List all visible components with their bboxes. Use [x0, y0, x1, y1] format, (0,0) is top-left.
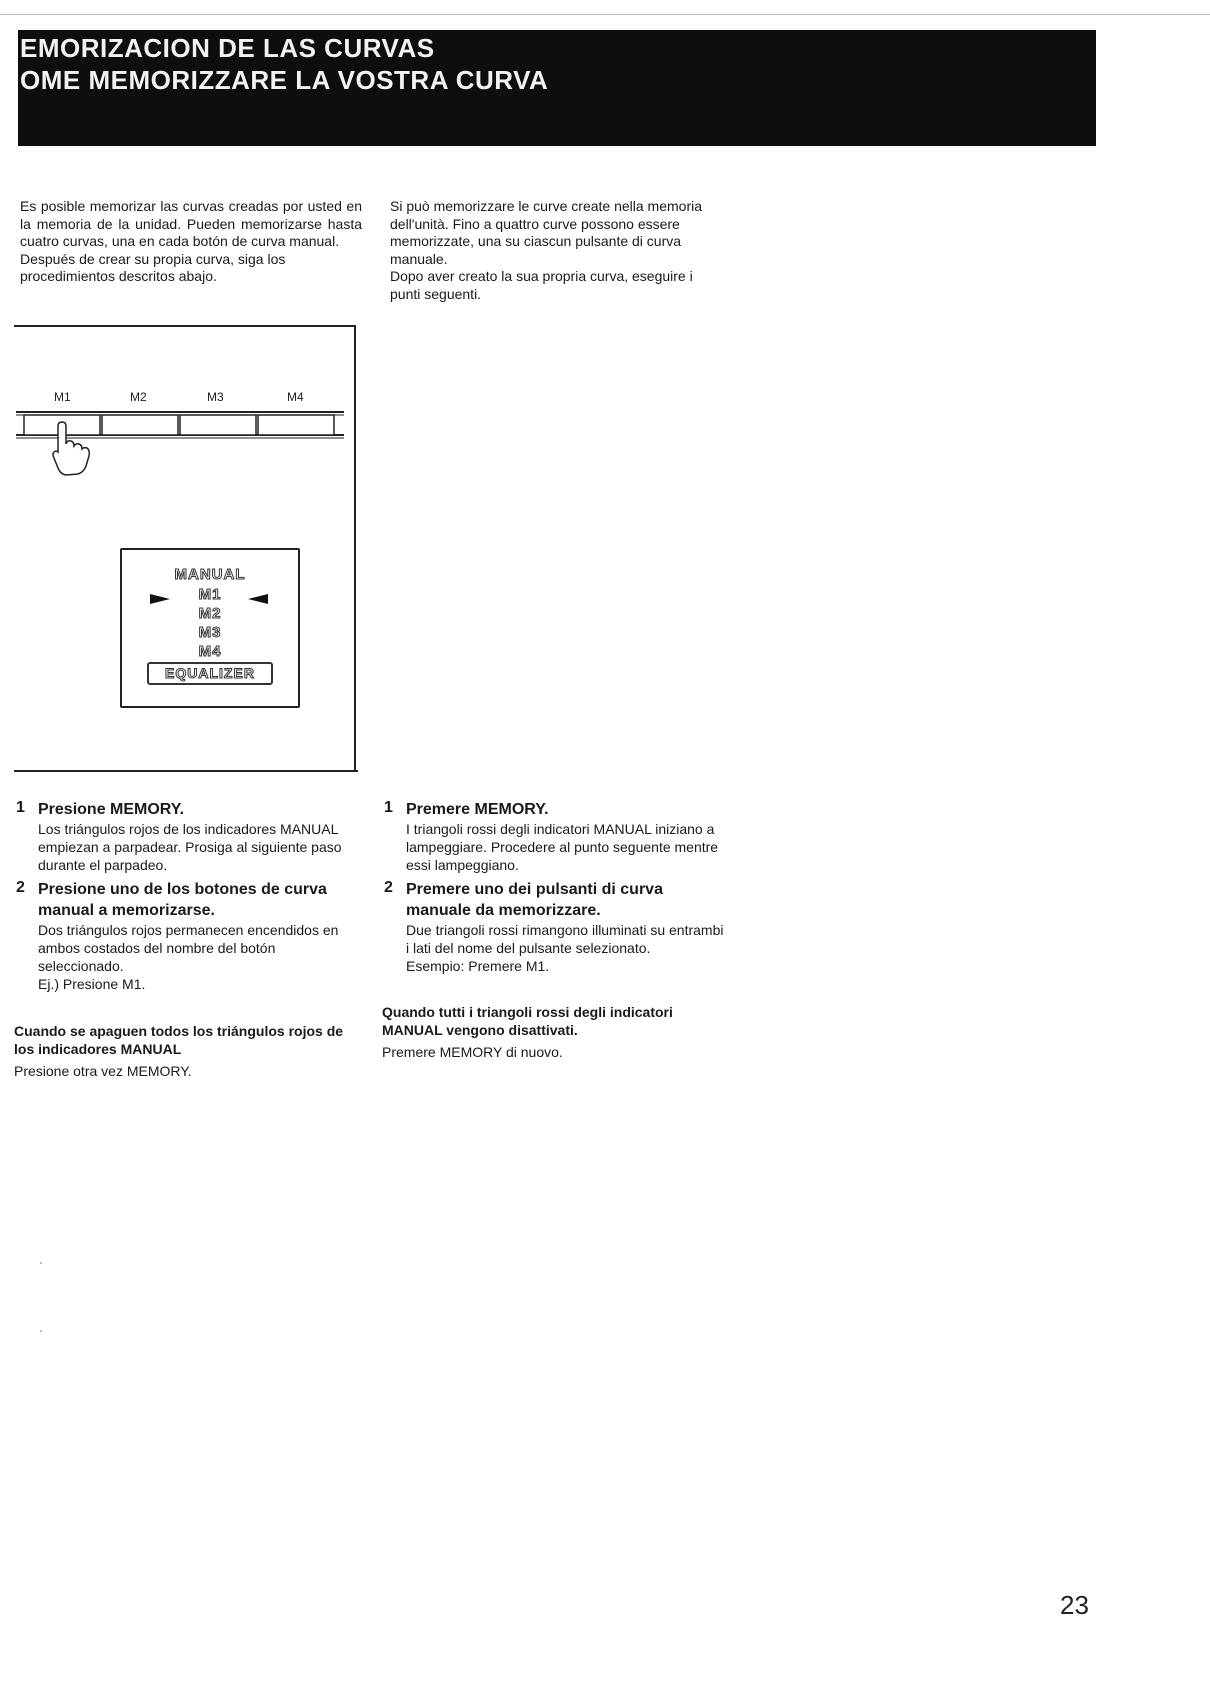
button-m4 — [258, 415, 334, 435]
spanish-condition-heading: Cuando se apaguen todos los triángulos rojos de los indicadores MANUAL — [14, 1023, 344, 1057]
step-example: Esempio: Premere M1. — [406, 958, 550, 974]
italian-intro-p1: Si può memorizzare le curve create nella memoria dell'unità. Fino a quattro curve possono essere memorizzate, una su ciascun pulsante di curva manuale. — [390, 198, 703, 267]
button-label-m3: M3 — [207, 390, 224, 404]
spanish-intro — [20, 198, 362, 286]
spanish-intro-p2: Después de crear su propia curva, siga los procedimientos descritos abajo. — [20, 250, 286, 284]
button-label-m2: M2 — [130, 390, 147, 404]
italian-intro — [390, 198, 726, 303]
step-example: Ej.) Presione M1. — [38, 976, 146, 992]
page-number: 23 — [1060, 1590, 1089, 1620]
title-spanish: EMORIZACION DE LAS CURVAS — [20, 33, 435, 63]
scan-speck — [40, 1262, 42, 1264]
italian-step-2 — [384, 879, 724, 975]
step-heading: Premere MEMORY. — [406, 801, 549, 818]
step-body: Due triangoli rossi rimangono illuminati su entrambi i lati del nome del pulsante selezionato. — [406, 922, 724, 956]
step-number: 2 — [16, 879, 25, 896]
step-body: Dos triángulos rojos permanecen encendidos en ambos costados del nombre del botón seleccionado. — [38, 922, 339, 974]
step-number: 2 — [384, 879, 393, 896]
step-number: 1 — [384, 799, 393, 816]
title-italian: OME MEMORIZZARE LA VOSTRA CURVA — [20, 65, 549, 95]
spanish-condition-body: Presione otra vez MEMORY. — [14, 1063, 192, 1079]
button-m3 — [180, 415, 256, 435]
step-heading: Presione MEMORY. — [38, 801, 185, 818]
spanish-step-1 — [16, 799, 361, 874]
step-number: 1 — [16, 799, 25, 816]
display-item-m1: M1 — [198, 586, 222, 603]
italian-intro-p2: Dopo aver creato la sua propria curva, eseguire i punti seguenti. — [390, 268, 693, 302]
italian-step-1 — [384, 799, 724, 874]
spanish-step-2 — [16, 879, 361, 993]
italian-condition-heading: Quando tutti i triangoli rossi degli indicatori MANUAL vengono disattivati. — [382, 1004, 673, 1038]
display-title: MANUAL — [174, 566, 246, 583]
button-m2 — [102, 415, 178, 435]
display-item-m4: M4 — [198, 643, 222, 660]
scan-speck — [40, 1330, 42, 1332]
button-label-m4: M4 — [287, 390, 304, 404]
title-banner — [18, 30, 1096, 146]
display-item-m3: M3 — [198, 624, 222, 641]
equalizer-label: EQUALIZER — [147, 662, 273, 685]
spanish-intro-p1: Es posible memorizar las curvas creadas por usted en la memoria de la unidad. Pueden memorizarse hasta cuatro curvas, una en cada botón de curva manual. — [20, 198, 362, 249]
display-item-m2: M2 — [198, 605, 222, 622]
button-strip-illustration — [14, 400, 354, 480]
step-body: I triangoli rossi degli indicatori MANUAL iniziano a lampeggiare. Procedere al punto seguente mentre essi lampeggiano. — [406, 821, 719, 873]
step-body: Los triángulos rojos de los indicadores MANUAL empiezan a parpadear. Prosiga al siguiente paso durante el parpadeo. — [38, 821, 342, 873]
italian-condition-body: Premere MEMORY di nuovo. — [382, 1044, 563, 1060]
top-rule — [0, 14, 1210, 15]
step-heading: Presione uno de los botones de curva manual a memorizarse. — [38, 881, 327, 919]
lcd-display — [120, 548, 300, 708]
step-heading: Premere uno dei pulsanti di curva manuale da memorizzare. — [406, 881, 663, 919]
button-label-m1: M1 — [54, 390, 71, 404]
